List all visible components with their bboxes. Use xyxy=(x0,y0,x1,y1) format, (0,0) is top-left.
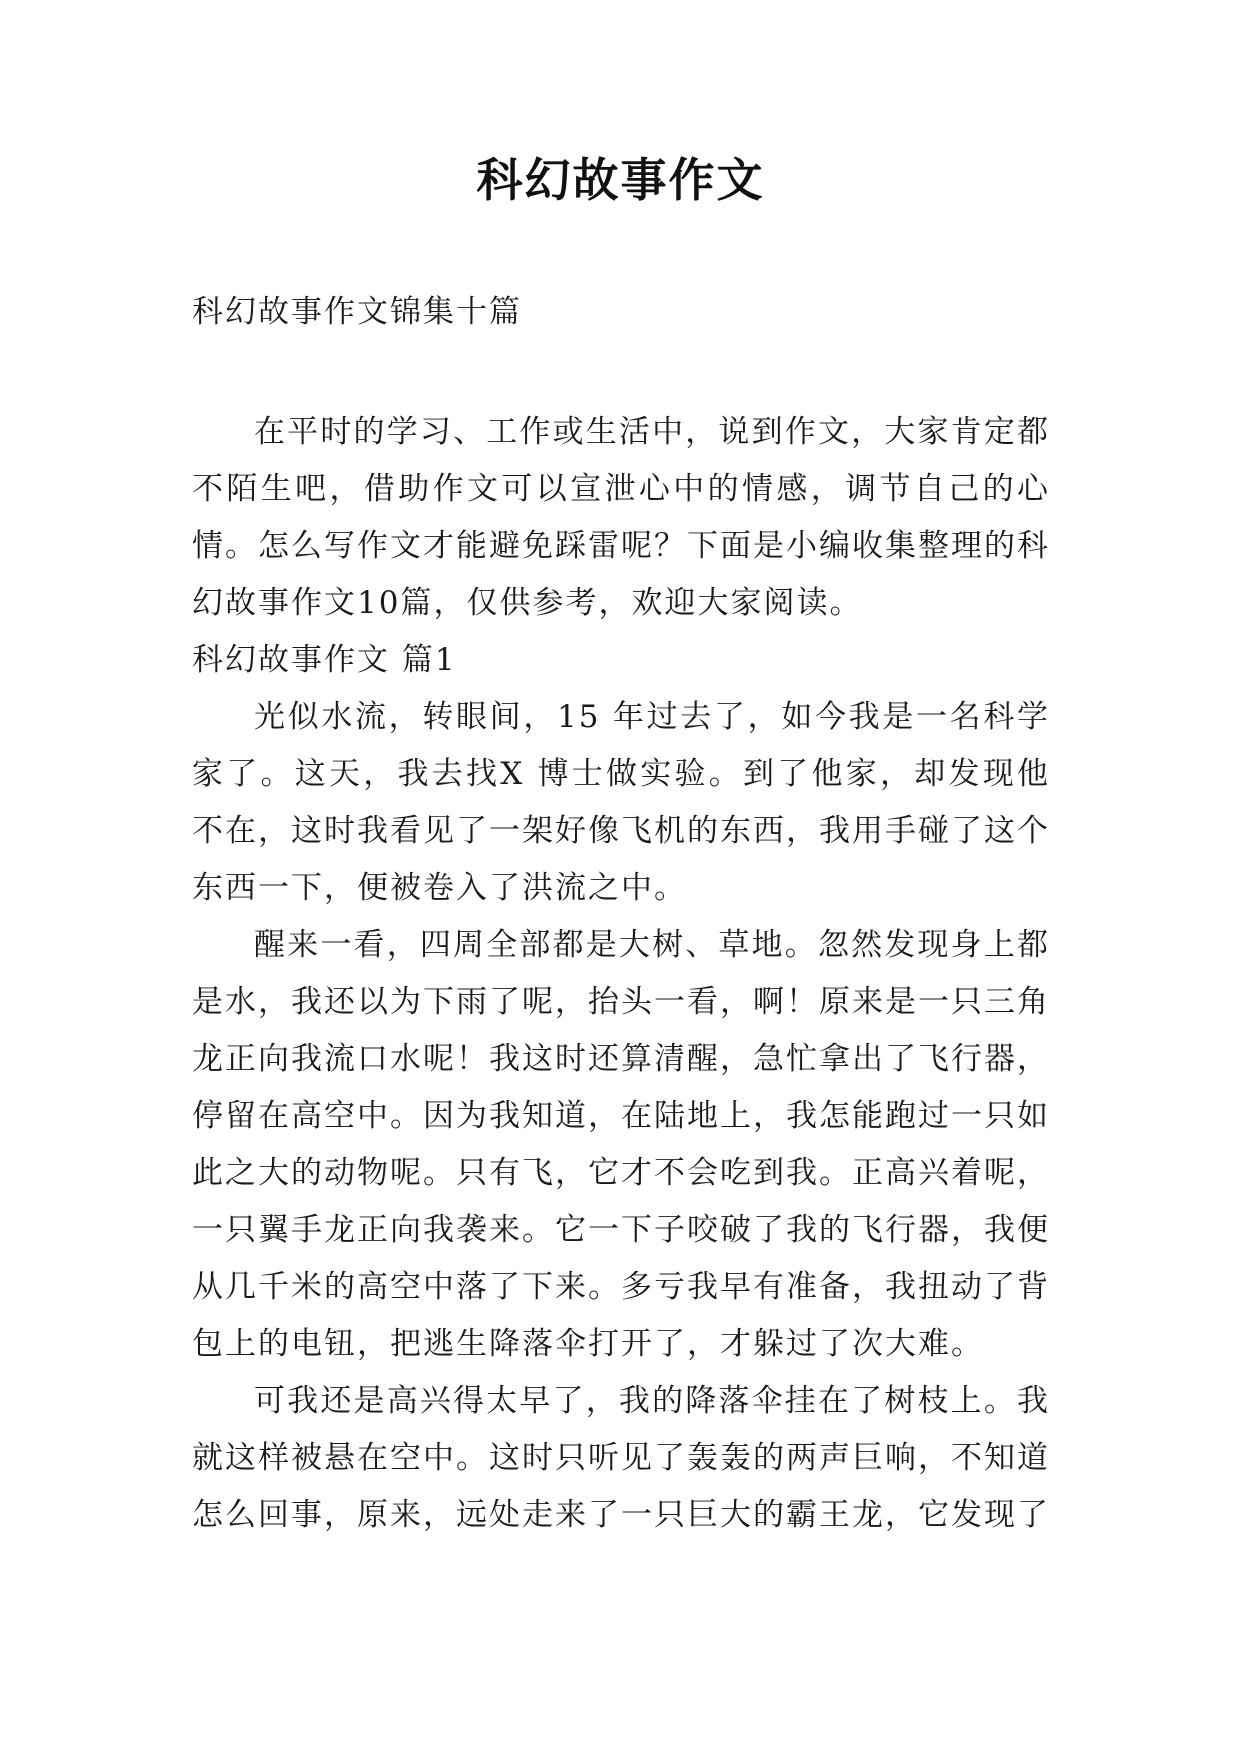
section-heading: 科幻故事作文 篇1 xyxy=(192,642,457,678)
document-body xyxy=(192,404,1050,1544)
document-subtitle: 科幻故事作文锦集十篇 xyxy=(192,294,522,330)
page-title: 科幻故事作文 xyxy=(476,153,765,207)
intro-paragraph: 在平时的学习、工作或生活中，说到作文，大家肯定都不陌生吧，借助作文可以宣泄心中的情感，调节自己的心情。怎么写作文才能避免踩雷呢？下面是小编收集整理的科幻故事作文10篇，仅供参考，欢迎大家阅读。 xyxy=(192,414,1050,621)
body-paragraph-3: 可我还是高兴得太早了，我的降落伞挂在了树枝上。我就这样被悬在空中。这时只听见了轰轰的两声巨响，不知道怎么回事，原来，远处走来了一只巨大的霸王龙，它发现了 xyxy=(192,1383,1050,1533)
body-paragraph-1: 光似水流，转眼间，15 年过去了，如今我是一名科学家了。这天，我去找X 博士做实验。到了他家，却发现他不在，这时我看见了一架好像飞机的东西，我用手碰了这个东西一下，便被卷入了洪流之中。 xyxy=(192,699,1050,906)
body-paragraph-2: 醒来一看，四周全部都是大树、草地。忽然发现身上都是水，我还以为下雨了呢，抬头一看，啊！原来是一只三角龙正向我流口水呢！我这时还算清醒，急忙拿出了飞行器，停留在高空中。因为我知道，在陆地上，我怎能跑过一只如此之大的动物呢。只有飞，它才不会吃到我。正高兴着呢，一只翼手龙正向我袭来。它一下子咬破了我的飞行器，我便从几千米的高空中落了下来。多亏我早有准备，我扭动了背包上的电钮，把逃生降落伞打开了，才躲过了次大难。 xyxy=(192,927,1050,1362)
